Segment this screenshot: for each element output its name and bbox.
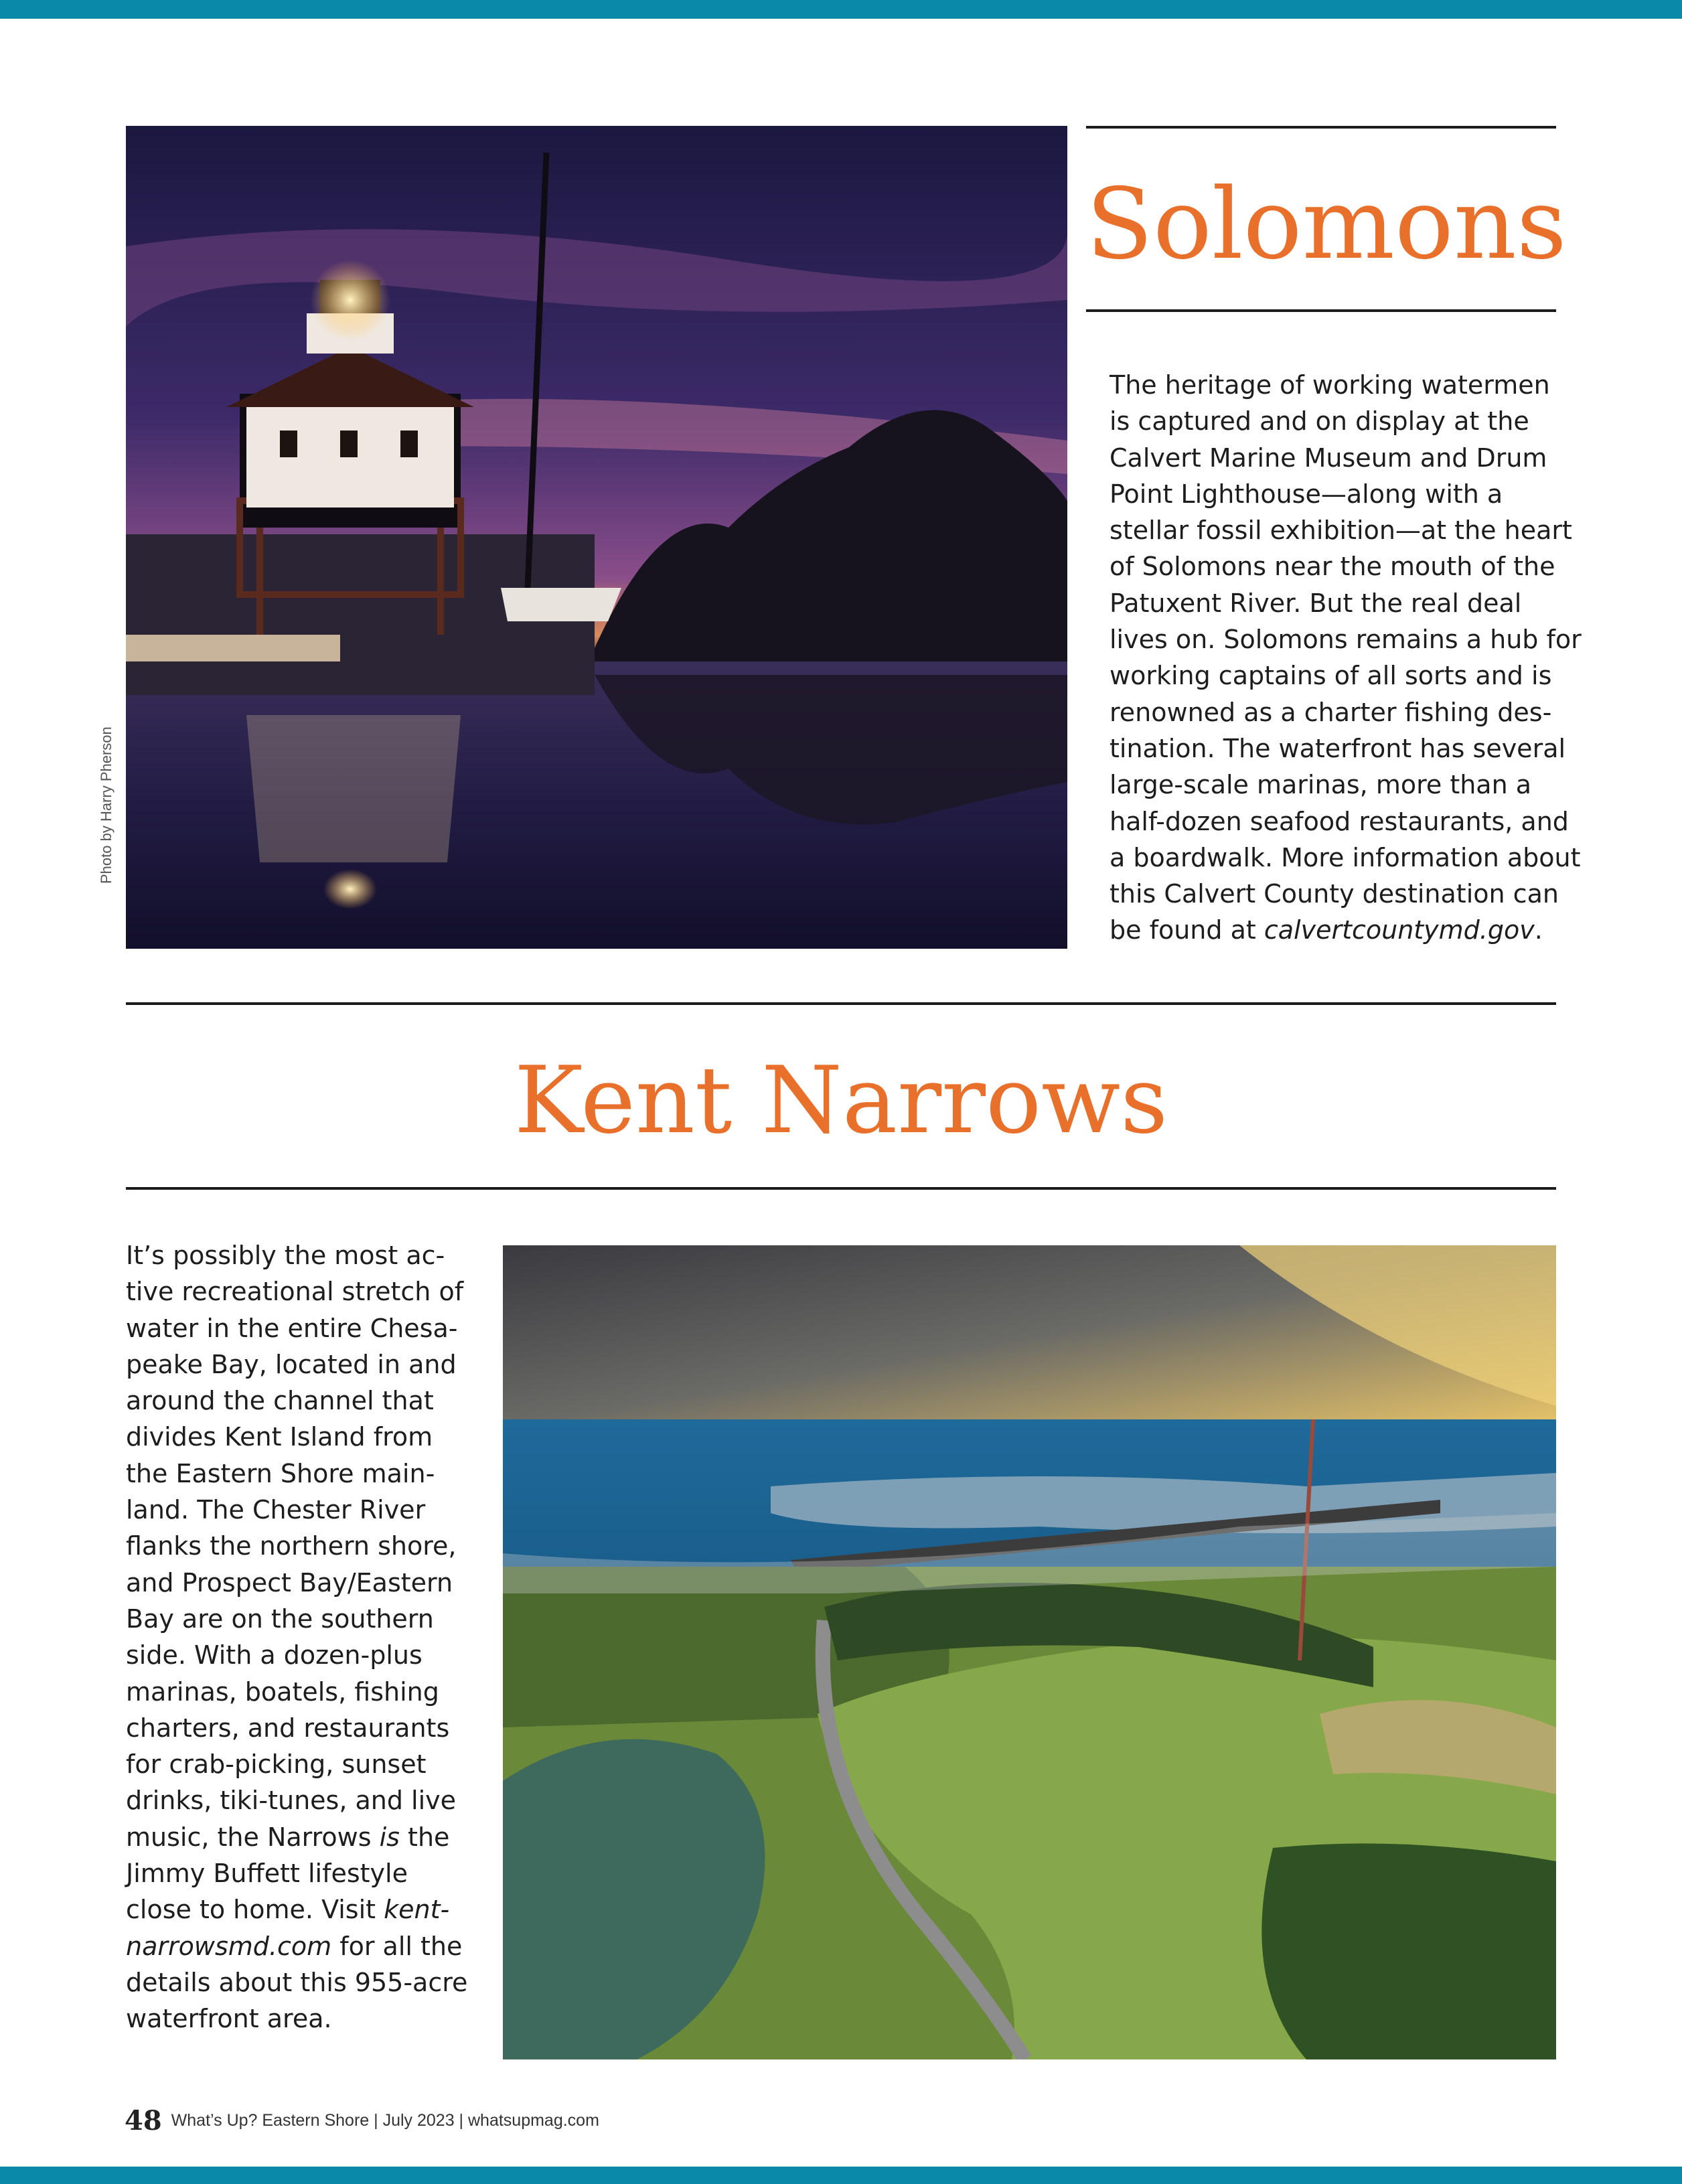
text-line: half-dozen seafood restaurants, and	[1110, 806, 1569, 836]
kent-narrows-aerial-photo	[503, 1245, 1556, 2059]
text-fragment: close to home. Visit	[126, 1895, 384, 1925]
text-line: water in the entire Chesa-	[126, 1313, 458, 1343]
text-line: Bay are on the southern	[126, 1604, 434, 1634]
text-line: divides Kent Island from	[126, 1422, 433, 1452]
text-line: Calvert Marine Museum and Drum	[1110, 443, 1547, 473]
kent-narrows-website-link[interactable]: narrowsmd.com	[126, 1931, 332, 1961]
text-fragment: .	[1534, 915, 1543, 945]
calvert-website-link[interactable]: calvertcountymd.gov	[1264, 915, 1535, 945]
photo-credit: Photo by Harry Pherson	[98, 726, 114, 884]
text-fragment: the	[399, 1822, 450, 1852]
text-line: Point Lighthouse—along with a	[1110, 479, 1503, 509]
text-line	[126, 1819, 501, 1855]
text-line: this Calvert County destination can	[1110, 879, 1559, 909]
page-number: 48	[125, 2105, 162, 2136]
text-line: large-scale marinas, more than a	[1110, 770, 1532, 800]
text-line	[126, 1891, 501, 1928]
text-line: tive recreational stretch of	[126, 1277, 464, 1307]
text-line: the Eastern Shore main-	[126, 1458, 435, 1488]
text-line: details about this 955-acre	[126, 1967, 468, 1997]
text-line: drinks, tiki-tunes, and live	[126, 1786, 457, 1816]
text-line: tination. The waterfront has several	[1110, 733, 1566, 763]
text-line: marinas, boatels, fishing	[126, 1676, 439, 1707]
text-line: The heritage of working watermen	[1110, 370, 1550, 400]
kent-narrows-body	[126, 1237, 501, 2037]
solomons-lighthouse-photo	[126, 126, 1067, 949]
kent-narrows-website-link[interactable]: kent-	[384, 1895, 450, 1925]
text-line: is captured and on display at the	[1110, 406, 1529, 437]
solomons-rule-bottom	[1086, 309, 1556, 312]
text-line: and Prospect Bay/Eastern	[126, 1567, 453, 1597]
kent-narrows-title: Kent Narrows	[514, 1046, 1168, 1154]
text-line: a boardwalk. More information about	[1110, 842, 1581, 872]
text-line: flanks the northern shore,	[126, 1531, 457, 1561]
text-line-last	[1110, 912, 1565, 948]
text-fragment: be found at	[1110, 915, 1264, 945]
text-emphasis: is	[379, 1822, 400, 1852]
text-line: charters, and restaurants	[126, 1713, 450, 1743]
text-line: land. The Chester River	[126, 1495, 426, 1525]
text-fragment: for all the	[331, 1931, 463, 1961]
text-line: of Solomons near the mouth of the	[1110, 552, 1555, 582]
text-line: It’s possibly the most ac-	[126, 1241, 445, 1270]
page-footer	[125, 2105, 599, 2136]
top-color-band	[0, 0, 1682, 19]
text-line: side. With a dozen-plus	[126, 1640, 423, 1670]
solomons-title: Solomons	[1086, 167, 1567, 281]
text-line: waterfront area.	[126, 2004, 332, 2034]
text-line: Jimmy Buffett lifestyle	[126, 1859, 408, 1889]
text-line: Patuxent River. But the real deal	[1110, 588, 1522, 618]
text-line: for crab-picking, sunset	[126, 1749, 427, 1780]
text-line: lives on. Solomons remains a hub for	[1110, 625, 1582, 655]
text-line: working captains of all sorts and is	[1110, 661, 1552, 691]
text-line: around the channel that	[126, 1386, 434, 1416]
kent-narrows-rule-bottom	[126, 1187, 1556, 1190]
solomons-rule-top	[1086, 126, 1556, 129]
kent-narrows-rule-top	[126, 1002, 1556, 1005]
footer-text: What’s Up? Eastern Shore | July 2023 | whatsupmag.com	[171, 2111, 599, 2130]
text-line: stellar fossil exhibition—at the heart	[1110, 516, 1572, 546]
text-line	[126, 1928, 501, 1964]
text-line: renowned as a charter fishing des-	[1110, 697, 1552, 727]
bottom-color-band	[0, 2167, 1682, 2184]
text-fragment: music, the Narrows	[126, 1822, 380, 1852]
text-line: peake Bay, located in and	[126, 1349, 457, 1379]
solomons-body	[1110, 367, 1582, 949]
